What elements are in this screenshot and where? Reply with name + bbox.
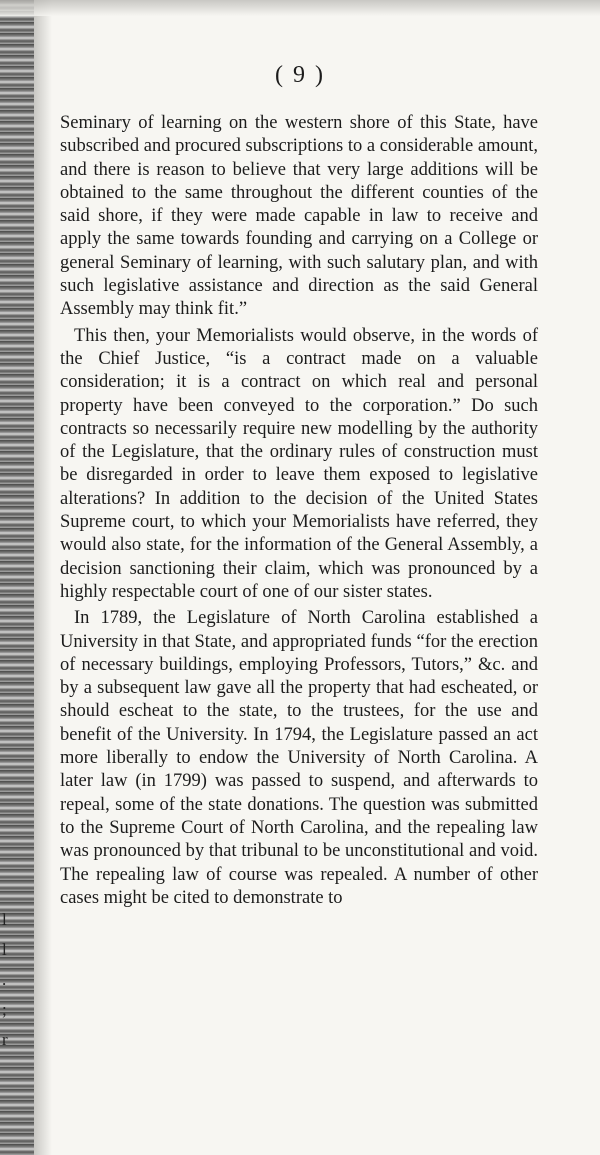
margin-mark: l: [2, 910, 7, 929]
gutter-shadow: [34, 0, 52, 1155]
paragraph-memorialists: This then, your Memorialists would observe, in the words of the Chief Justice, “is a contract made on a valuable consideration; it is a contract on which real and personal property have been conveyed to the corporation.” Do such contracts so necessarily require new modelling by the authority of the Legislature, that the ordinary rules of construction must be disregarded in order to leave them exposed to legislative alterations? In addition to the decision of the United States Supreme court, to which your Memorialists have referred, they would also state, for the information of the General Assembly, a decision sanctioning their claim, which was pronounced by a highly respectable court of one of our sister states.: [60, 325, 538, 602]
top-edge-shadow: [0, 0, 600, 16]
margin-mark: .: [2, 970, 7, 989]
margin-mark: ;: [2, 1000, 7, 1019]
margin-mark: l: [2, 940, 7, 959]
body-text: [60, 112, 538, 910]
paragraph-north-carolina: In 1789, the Legislature of North Carolina established a University in that State, and appropriated funds “for the erection of necessary buildings, employing Professors, Tutors,” &c. and by a subsequent law gave all the property that had escheated, or should escheat to the state, to the trustees, for the use and benefit of the University. In 1794, the Legislature passed an act more liberally to endow the University of North Carolina. A later law (in 1799) was passed to suspend, and afterwards to repeal, some of the state donations. The question was submitted to the Supreme Court of North Carolina, and the repealing law was pronounced by that tribunal to be unconstitutional and void. The repealing law of course was repealed. A number of other cases might be cited to demonstrate to: [60, 608, 538, 908]
paragraph-continued: Seminary of learning on the western shore of this State, have subscribed and procured subscriptions to a considerable amount, and there is reason to believe that very large additions will be obtained to the same throughout the different counties of the said shore, if they were made capable in law to receive and apply the same towards founding and carrying on a College or general Seminary of learning, with such salutary plan, and with such legislative assistance and direction as the said General Assembly may think fit.”: [60, 113, 538, 320]
margin-mark: r: [2, 1030, 8, 1049]
page-number: ( 9 ): [275, 62, 325, 88]
margin-bleed-marks: [2, 905, 20, 1055]
